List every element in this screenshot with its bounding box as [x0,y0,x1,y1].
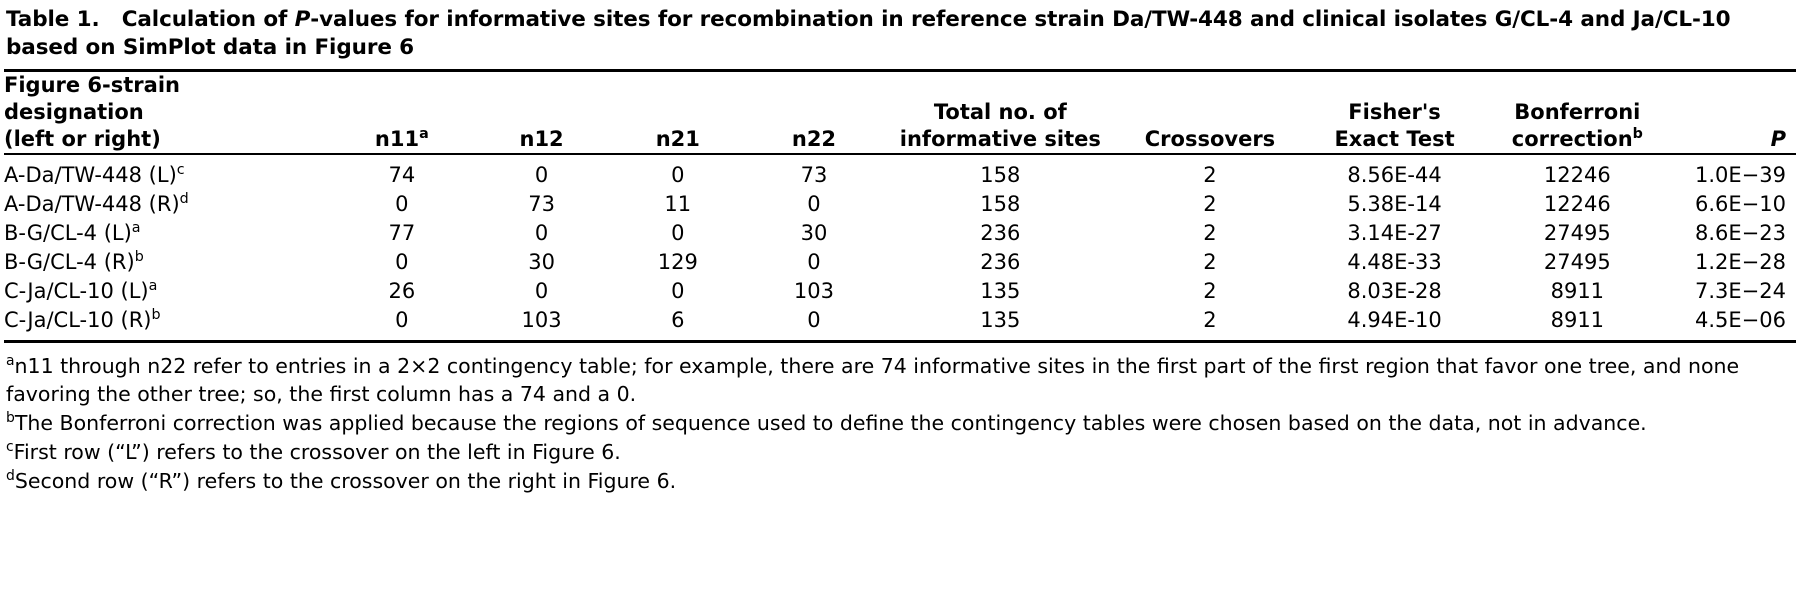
footnotes [4,343,1796,495]
data-table-body [4,155,1796,341]
cell-total: 135 [980,307,1021,332]
cell-designation [4,190,330,219]
header-bonferroni-line1: Bonferroni [1514,99,1641,124]
cell-bonferroni: 27495 [1543,220,1611,245]
cell-fisher: 4.48E-33 [1347,249,1442,274]
cell-p-value: 8.6E−23 [1695,220,1786,245]
cell-designation-label: C-Ja/CL-10 (L) [4,278,149,303]
cell-n21: 0 [671,220,685,245]
cell-bonferroni: 12246 [1543,162,1611,187]
footnote-d-marker: d [6,468,15,485]
cell-n21: 0 [671,278,685,303]
cell-p-value: 6.6E−10 [1695,191,1786,216]
header-bonferroni-correction [1488,72,1667,153]
cell-n21: 11 [664,191,692,216]
cell-p-value: 1.0E−39 [1695,162,1786,187]
cell-crossovers: 2 [1203,220,1217,245]
header-designation-line1: Figure 6-strain [4,73,180,98]
table-row [4,248,1796,277]
cell-designation-label: C-Ja/CL-10 (R) [4,307,152,332]
data-table [4,72,1796,153]
cell-n11: 0 [395,307,409,332]
footnote-c-text: First row (“L”) refers to the crossover on the left in Figure 6. [13,440,621,465]
header-designation [4,72,330,153]
footnote-d-text: Second row (“R”) refers to the crossover on the right in Figure 6. [14,469,677,494]
header-bonferroni-footnote-marker: b [1632,125,1643,142]
cell-n21: 0 [671,162,685,187]
table-caption-italic-p: P [294,7,311,32]
cell-designation [4,155,330,190]
cell-designation [4,277,330,306]
header-bonferroni-line2 [1488,126,1667,153]
cell-n11: 74 [388,162,416,187]
table-row [4,219,1796,248]
cell-n12: 0 [534,162,549,187]
cell-total: 158 [980,162,1021,187]
header-total-informative-sites [882,72,1119,153]
cell-crossovers: 2 [1203,191,1217,216]
header-n21: n21 [655,126,700,151]
header-p-value-label: P [1770,126,1786,151]
header-p-value [1667,72,1796,153]
cell-n22: 0 [807,307,821,332]
header-fisher-line2: Exact Test [1334,126,1455,151]
footnote-b-text: The Bonferroni correction was applied because the regions of sequence used to define the contingency tables were chosen based on the data, not in advance. [14,410,1647,435]
table-body [4,155,1796,341]
cell-n11: 0 [395,249,409,274]
header-n12: n12 [519,126,564,151]
table-header [4,72,1796,153]
cell-bonferroni: 12246 [1543,191,1611,216]
header-n11-label: n11 [374,126,420,151]
cell-n21: 129 [657,249,698,274]
cell-n22: 0 [807,191,821,216]
cell-fisher: 3.14E-27 [1347,220,1442,245]
footnote-b-marker: b [6,410,15,427]
cell-p-value: 1.2E−28 [1695,249,1786,274]
cell-designation [4,306,330,341]
header-crossovers: Crossovers [1144,126,1276,151]
cell-bonferroni: 8911 [1550,307,1605,332]
cell-crossovers: 2 [1203,162,1217,187]
cell-n21: 6 [671,307,685,332]
footnote-a-text: n11 through n22 refer to entries in a 2×2 contingency table; for example, there are 74 informative sites in the first part of the first region that favor one tree, and none favoring the other tree; so, the first column has a 74 and a 0. [6,354,1740,406]
cell-crossovers: 2 [1203,278,1217,303]
cell-crossovers: 2 [1203,307,1217,332]
cell-fisher: 8.03E-28 [1347,278,1442,303]
header-row [4,72,1796,153]
cell-designation-footnote-marker: b [134,248,144,265]
cell-crossovers: 2 [1203,249,1217,274]
cell-n11: 26 [388,278,416,303]
cell-bonferroni: 8911 [1550,278,1605,303]
footnote-c [6,439,1794,466]
cell-designation-footnote-marker: b [151,306,161,323]
cell-total: 135 [980,278,1021,303]
cell-n12: 30 [528,249,555,274]
cell-n11: 0 [395,191,409,216]
cell-p-value: 7.3E−24 [1695,278,1786,303]
header-n11 [330,72,473,153]
cell-fisher: 4.94E-10 [1347,307,1442,332]
cell-designation-footnote-marker: d [179,190,189,207]
header-designation-line3: (left or right) [4,126,161,151]
footnote-b [6,410,1794,437]
cell-designation-label: A-Da/TW-448 (R) [4,191,180,216]
header-n22: n22 [791,126,837,151]
header-fisher-line1: Fisher's [1348,99,1441,124]
cell-p-value: 4.5E−06 [1695,307,1786,332]
table-caption [4,0,1796,69]
table-caption-text-part1: Calculation of [121,7,295,32]
table-caption-label: Table 1. [6,7,100,32]
header-fisher-exact-test [1301,72,1487,153]
table-row [4,277,1796,306]
cell-n22: 73 [800,162,828,187]
cell-n12: 0 [534,278,549,303]
header-bonferroni-line2-label: correction [1511,126,1633,151]
cell-n11: 77 [388,220,416,245]
cell-total: 158 [980,191,1021,216]
cell-total: 236 [980,249,1021,274]
footnote-a [6,353,1794,408]
cell-designation [4,219,330,248]
header-designation-line2: designation [4,99,144,124]
header-total-line1: Total no. of [933,99,1067,124]
cell-n12: 73 [528,191,555,216]
cell-designation-label: B-G/CL-4 (R) [4,249,135,274]
table-row [4,190,1796,219]
cell-n22: 30 [800,220,828,245]
cell-n12: 103 [521,307,562,332]
cell-fisher: 5.38E-14 [1347,191,1442,216]
table-row [4,306,1796,341]
table-caption-text-part2: -values for informative sites for recombination in reference strain Da/TW-448 and clinical isolates G/CL-4 and Ja/CL-10 based on SimPlot data in Figure 6 [6,7,1731,60]
cell-total: 236 [980,220,1021,245]
cell-n12: 0 [534,220,549,245]
footnote-a-marker: a [6,353,15,370]
cell-bonferroni: 27495 [1543,249,1611,274]
cell-designation-label: B-G/CL-4 (L) [4,220,132,245]
cell-designation-footnote-marker: a [148,277,158,294]
cell-designation-footnote-marker: a [131,219,141,236]
footnote-d [6,468,1794,495]
cell-fisher: 8.56E-44 [1347,162,1442,187]
header-n11-footnote-marker: a [419,125,429,142]
header-total-line2: informative sites [899,126,1101,151]
cell-designation-footnote-marker: c [176,161,185,178]
cell-n22: 0 [807,249,821,274]
cell-n22: 103 [793,278,835,303]
table-row [4,155,1796,190]
footnote-c-marker: c [6,439,14,456]
cell-designation [4,248,330,277]
cell-designation-label: A-Da/TW-448 (L) [4,162,177,187]
